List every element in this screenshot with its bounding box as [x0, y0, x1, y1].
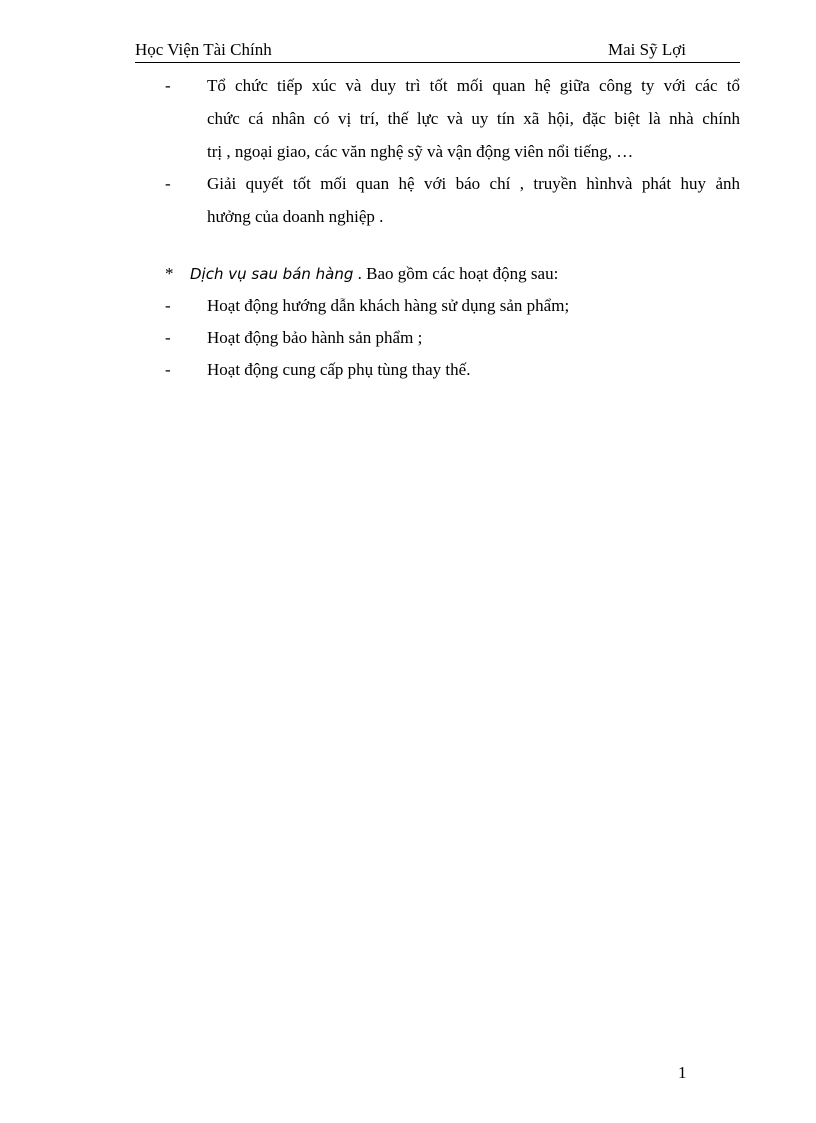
page-number: 1 — [678, 1063, 687, 1082]
section-marker: * — [165, 264, 174, 283]
list-item-text: Hoạt động hướng dẫn khách hàng sử dụng sản phẩm; — [207, 296, 570, 315]
list-item-line: chức cá nhân có vị trí, thế lực và uy tín xã hội, đặc biệt là nhà chính — [207, 109, 740, 128]
list-item-line: hưởng của doanh nghiệp . — [207, 207, 384, 226]
header-institution: Học Viện Tài Chính — [135, 40, 272, 59]
list-item-line: Giải quyết tốt mối quan hệ với báo chí , truyền hìnhvà phát huy ảnh — [207, 174, 740, 193]
bullet-marker: - — [165, 174, 171, 193]
list-item-text: Hoạt động cung cấp phụ tùng thay thế. — [207, 360, 471, 379]
bullet-marker: - — [165, 76, 171, 95]
bullet-marker: - — [165, 360, 171, 379]
section-description: . Bao gồm các hoạt động sau: — [353, 264, 559, 283]
header-author: Mai Sỹ Lợi — [608, 40, 686, 59]
section-heading-text — [190, 258, 558, 290]
list-item-text: Hoạt động bảo hành sản phẩm ; — [207, 328, 423, 347]
bullet-marker: - — [165, 296, 171, 315]
page-header — [135, 40, 740, 63]
bullet-marker: - — [165, 328, 171, 347]
list-item-line: Tổ chức tiếp xúc và duy trì tốt mối quan hệ giữa công ty với các tổ — [207, 76, 740, 95]
list-item-line: trị , ngoại giao, các văn nghệ sỹ và vận động viên nổi tiếng, … — [207, 142, 634, 161]
section-title: Dịch vụ sau bán hàng — [190, 265, 354, 283]
